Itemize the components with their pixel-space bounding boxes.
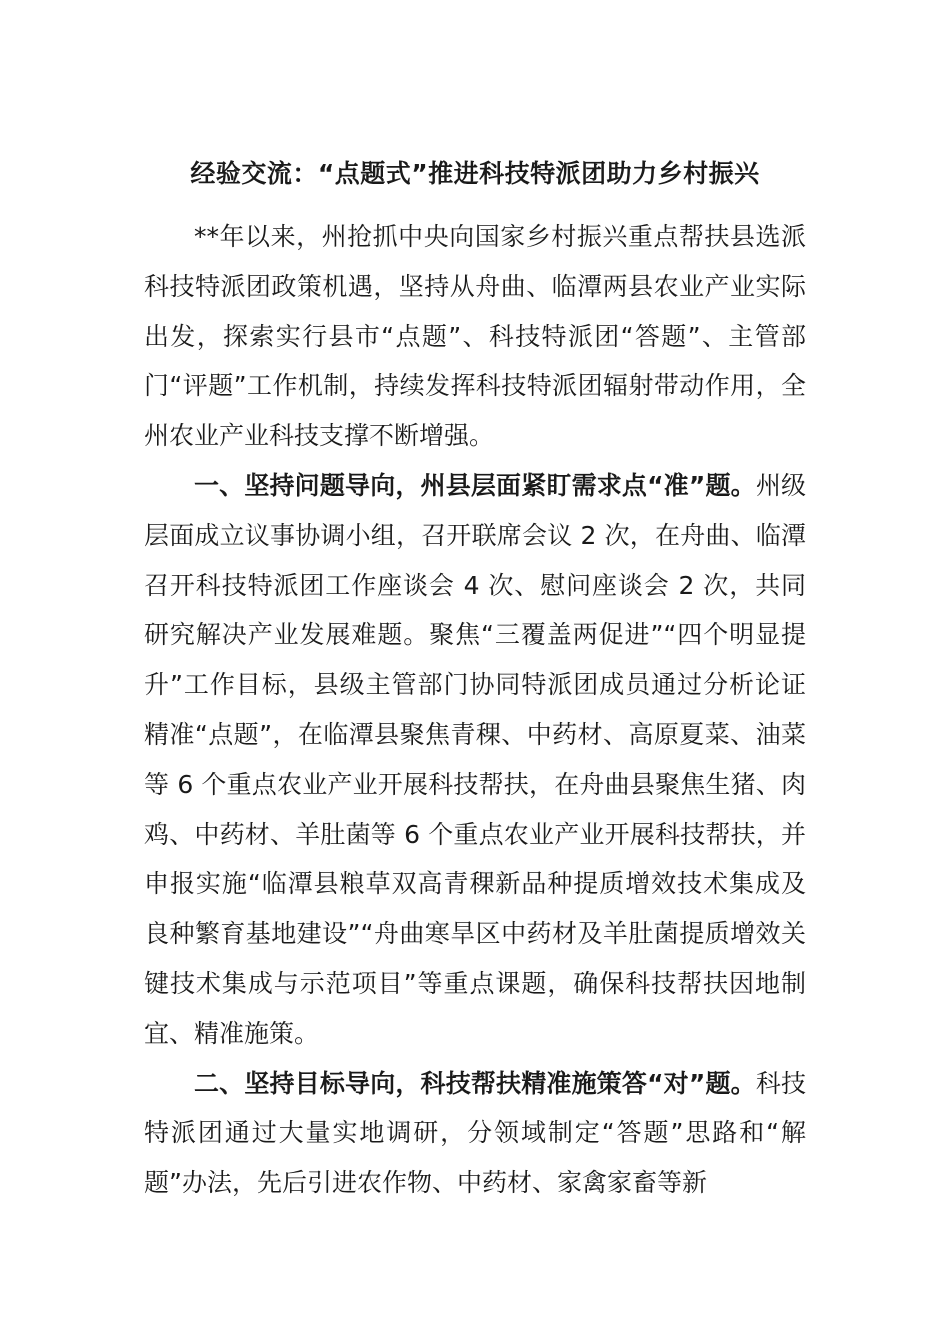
section-one-heading: 一、坚持问题导向，州县层面紧盯需求点“准”题。 <box>194 470 756 500</box>
paragraph-intro-text: **年以来，州抢抓中央向国家乡村振兴重点帮扶县选派科技特派团政策机遇，坚持从舟曲、临潭两县农业产业实际出发，探索实行县市“点题”、科技特派团“答题”、主管部门“评题”工作机制，持续发挥科技特派团辐射带动作用，全州农业产业科技支撑不断增强。 <box>144 222 806 451</box>
section-two-text: 科技特派团通过大量实地调研，分领域制定“答题”思路和“解题”办法，先后引进农作物、中药材、家禽家畜等新 <box>144 1068 806 1198</box>
paragraph-section-two <box>144 1059 806 1208</box>
document-title: 经验交流：“点题式”推进科技特派团助力乡村振兴 <box>190 159 760 188</box>
section-one-text: 州级层面成立议事协调小组，召开联席会议 2 次，在舟曲、临潭召开科技特派团工作座谈会 4 次、慰问座谈会 2 次，共同研究解决产业发展难题。聚焦“三覆盖两促进”“四个明显提升”工作目标，县级主管部门协同特派团成员通过分析论证精准“点题”，在临潭县聚焦青稞、中药材、高原夏菜、油菜等 6 个重点农业产业开展科技帮扶，在舟曲县聚焦生猪、肉鸡、中药材、羊肚菌等 6 个重点农业产业开展科技帮扶，并申报实施“临潭县粮草双高青稞新品种提质增效技术集成及良种繁育基地建设”“舟曲寒旱区中药材及羊肚菌提质增效关键技术集成与示范项目”等重点课题，确保科技帮扶因地制宜、精准施策。 <box>144 470 806 1048</box>
document-body <box>144 212 806 1208</box>
section-two-heading: 二、坚持目标导向，科技帮扶精准施策答“对”题。 <box>194 1068 756 1098</box>
paragraph-intro <box>144 212 806 461</box>
paragraph-section-one <box>144 461 806 1059</box>
